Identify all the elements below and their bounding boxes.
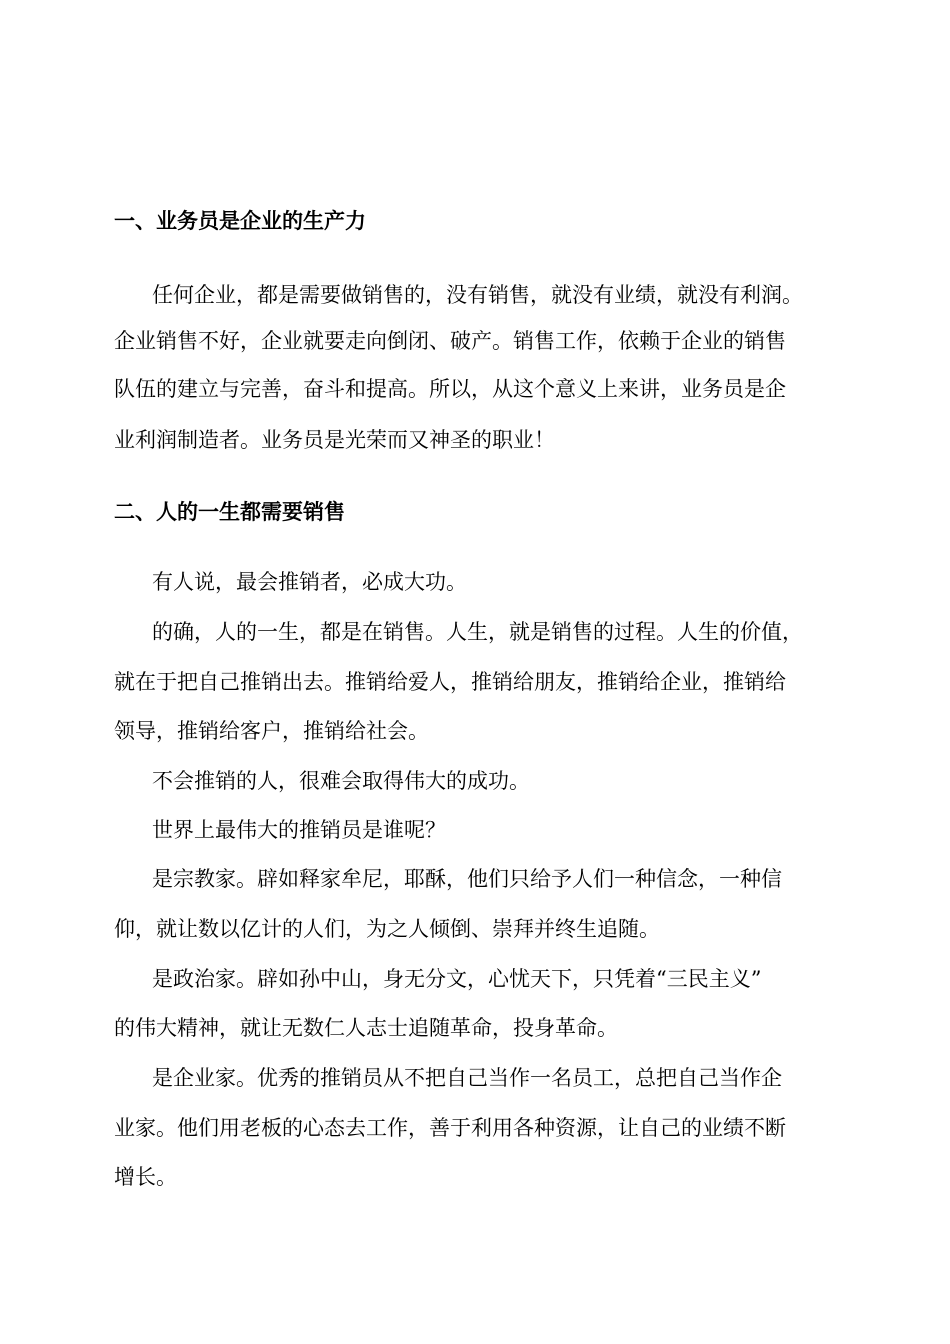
paragraph-line: 就在于把自己推销出去。推销给爱人，推销给朋友，推销给企业，推销给 [114,670,786,694]
section-2-heading: 二、人的一生都需要销售 [114,500,345,524]
paragraph-line: 队伍的建立与完善，奋斗和提高。所以，从这个意义上来讲，业务员是企 [114,377,786,401]
paragraph-line: 任何企业，都是需要做销售的，没有销售，就没有业绩，就没有利润。 [152,283,803,307]
paragraph-line: 业家。他们用老板的心态去工作，善于利用各种资源，让自己的业绩不断 [114,1116,786,1140]
paragraph-line: 领导，推销给客户，推销给社会。 [114,719,429,743]
paragraph-line: 是政治家。辟如孙中山，身无分文，心忧天下，只凭着“三民主义” [152,967,762,991]
paragraph-line: 增长。 [114,1165,177,1189]
paragraph-line: 世界上最伟大的推销员是谁呢？ [152,818,446,842]
paragraph-line: 企业销售不好，企业就要走向倒闭、破产。销售工作，依赖于企业的销售 [114,329,786,353]
paragraph-line: 的伟大精神，就让无数仁人志士追随革命，投身革命。 [114,1016,618,1040]
paragraph-line: 有人说，最会推销者，必成大功。 [152,570,467,594]
paragraph-line: 业利润制造者。业务员是光荣而又神圣的职业！ [114,428,555,452]
section-1-heading: 一、业务员是企业的生产力 [114,209,366,233]
paragraph-line: 的确，人的一生，都是在销售。人生，就是销售的过程。人生的价值， [152,620,803,644]
paragraph-line: 仰，就让数以亿计的人们，为之人倾倒、崇拜并终生追随。 [114,917,660,941]
paragraph-line: 是企业家。优秀的推销员从不把自己当作一名员工，总把自己当作企 [152,1066,782,1090]
paragraph-line: 不会推销的人，很难会取得伟大的成功。 [152,769,530,793]
paragraph-line: 是宗教家。辟如释家牟尼，耶酥，他们只给予人们一种信念，一种信 [152,867,782,891]
